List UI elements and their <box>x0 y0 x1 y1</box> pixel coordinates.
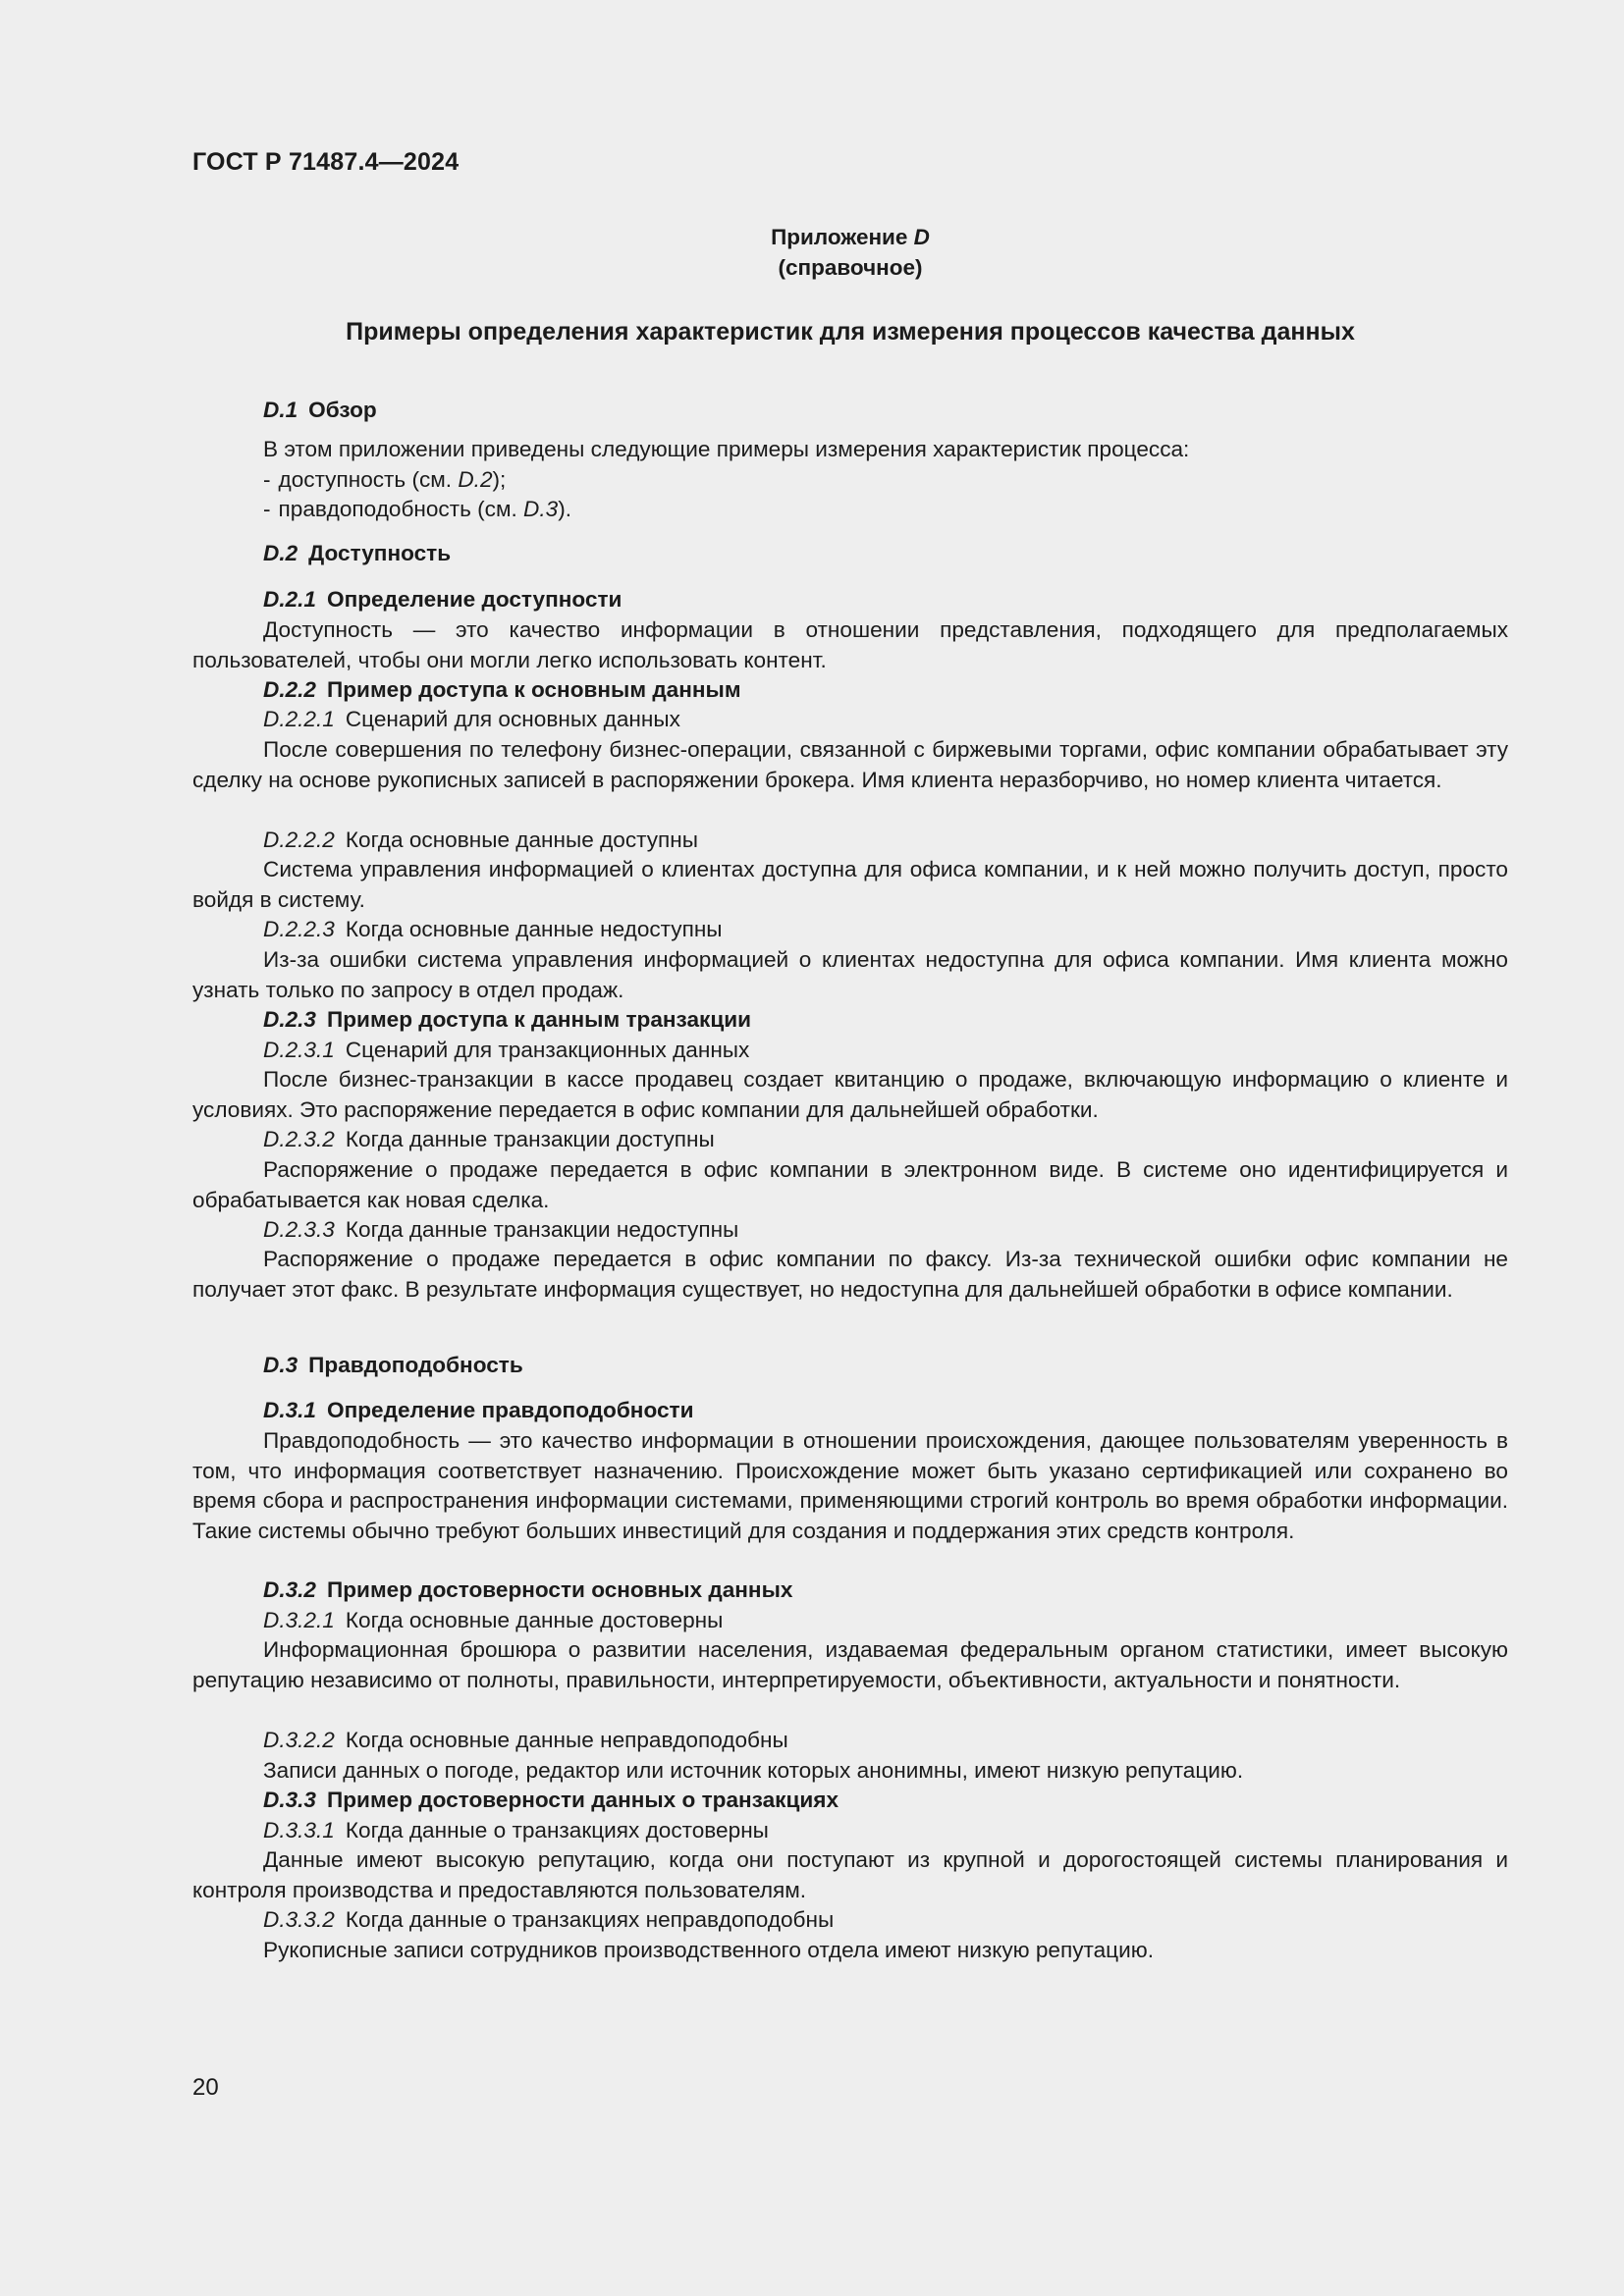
heading-title: Пример доступа к данным транзакции <box>327 1007 752 1032</box>
heading-d232 <box>263 1125 1508 1155</box>
heading-d1 <box>263 396 1508 426</box>
heading-number: D.3.3 <box>263 1788 317 1812</box>
heading-title: Когда данные о транзакциях достоверны <box>345 1818 769 1842</box>
heading-title: Обзор <box>308 398 377 422</box>
heading-title: Сценарий для транзакционных данных <box>345 1038 750 1062</box>
heading-d331 <box>263 1816 1508 1846</box>
heading-title: Правдоподобность <box>308 1353 523 1377</box>
heading-title: Когда основные данные достоверны <box>345 1608 724 1632</box>
heading-title: Определение доступности <box>327 587 623 612</box>
heading-number: D.2.3.3 <box>263 1217 335 1242</box>
list-text: ). <box>558 497 572 521</box>
heading-title: Когда данные транзакции недоступны <box>345 1217 739 1242</box>
paragraph-d223: Из-за ошибки система управления информацией о клиентах недоступна для офиса компании. Имя клиента можно узнать только по запросу в отдел продаж. <box>192 947 1508 1002</box>
paragraph-d221: После совершения по телефону бизнес-операции, связанной с биржевыми торгами, офис компании обрабатывает эту сделку на основе рукописных записей в распоряжении брокера. Имя клиента неразборчиво, но номер клиента читается. <box>192 737 1508 792</box>
heading-d22 <box>263 675 1508 706</box>
heading-number: D.2.2 <box>263 677 317 702</box>
appendix-label <box>192 225 1508 250</box>
list-text: доступность (см. <box>278 467 459 492</box>
heading-number: D.2.2.1 <box>263 707 335 731</box>
heading-title: Пример достоверности данных о транзакциях <box>327 1788 839 1812</box>
heading-title: Когда основные данные недоступны <box>345 917 723 941</box>
heading-number: D.1 <box>263 398 298 422</box>
paragraph-d231: После бизнес-транзакции в кассе продавец создает квитанцию о продаже, включающую информацию о клиенте и условиях. Это распоряжение передается в офис компании для дальнейшей обработки. <box>192 1067 1508 1122</box>
heading-d31 <box>263 1396 1508 1426</box>
heading-number: D.3.2.1 <box>263 1608 335 1632</box>
heading-number: D.3.3.2 <box>263 1907 335 1932</box>
heading-d33 <box>263 1786 1508 1816</box>
heading-number: D.2.3 <box>263 1007 317 1032</box>
heading-d221 <box>263 705 1508 735</box>
heading-title: Когда данные о транзакциях неправдоподобны <box>345 1907 835 1932</box>
list-dash: - <box>263 497 271 521</box>
cross-reference: D.3 <box>523 497 559 521</box>
paragraph-d331: Данные имеют высокую репутацию, когда они поступают из крупной и дорогостоящей системы планирования и контроля производства и предоставляются пользователям. <box>192 1847 1508 1902</box>
heading-number: D.2 <box>263 541 298 565</box>
heading-number: D.2.3.2 <box>263 1127 335 1151</box>
heading-d32 <box>263 1575 1508 1606</box>
paragraph-d21: Доступность — это качество информации в отношении представления, подходящего для предполагаемых пользователей, чтобы они могли легко использовать контент. <box>192 617 1508 672</box>
appendix-label-prefix: Приложение <box>771 225 908 249</box>
heading-d2 <box>263 539 1508 569</box>
heading-number: D.3 <box>263 1353 298 1377</box>
heading-d321 <box>263 1606 1508 1636</box>
heading-number: D.3.1 <box>263 1398 317 1422</box>
appendix-kind: (справочное) <box>778 255 923 280</box>
page-number: 20 <box>192 2074 219 2101</box>
heading-number: D.3.3.1 <box>263 1818 335 1842</box>
paragraph-d321: Информационная брошюра о развитии населения, издаваемая федеральным органом статистики, имеет высокую репутацию независимо от полноты, правильности, интерпретируемости, объективности, актуальности и понятности. <box>192 1637 1508 1692</box>
paragraph-d233: Распоряжение о продаже передается в офис компании по факсу. Из-за технической ошибки офис компании не получает этот факс. В результате информация существует, но недоступна для дальнейшей обработки в офисе компании. <box>192 1247 1508 1302</box>
heading-title: Пример доступа к основным данным <box>327 677 741 702</box>
heading-number: D.3.2 <box>263 1577 317 1602</box>
heading-title: Сценарий для основных данных <box>345 707 680 731</box>
paragraph-d332: Рукописные записи сотрудников производственного отдела имеют низкую репутацию. <box>263 1938 1154 1962</box>
d1-intro: В этом приложении приведены следующие примеры измерения характеристик процесса: <box>263 437 1190 461</box>
appendix-title: Примеры определения характеристик для измерения процессов качества данных <box>346 318 1355 346</box>
heading-title: Пример достоверности основных данных <box>327 1577 793 1602</box>
heading-number: D.2.3.1 <box>263 1038 335 1062</box>
heading-d233 <box>263 1215 1508 1246</box>
document-id-header: ГОСТ Р 71487.4—2024 <box>192 148 460 176</box>
heading-title: Определение правдоподобности <box>327 1398 694 1422</box>
heading-title: Когда данные транзакции доступны <box>345 1127 715 1151</box>
cross-reference: D.2 <box>458 467 493 492</box>
heading-title: Когда основные данные доступны <box>345 828 698 852</box>
heading-d21 <box>263 585 1508 615</box>
heading-title: Когда основные данные неправдоподобны <box>345 1728 788 1752</box>
list-item <box>263 465 1579 496</box>
heading-d3 <box>263 1351 1508 1381</box>
list-text: ); <box>492 467 507 492</box>
heading-d231 <box>263 1036 1508 1066</box>
heading-d222 <box>263 826 1508 856</box>
heading-number: D.2.1 <box>263 587 317 612</box>
paragraph-d232: Распоряжение о продаже передается в офис компании в электронном виде. В системе оно идентифицируется и обрабатывается как новая сделка. <box>192 1157 1508 1212</box>
heading-d332 <box>263 1905 1508 1936</box>
heading-number: D.2.2.3 <box>263 917 335 941</box>
heading-title: Доступность <box>308 541 452 565</box>
heading-d23 <box>263 1005 1508 1036</box>
heading-number: D.2.2.2 <box>263 828 335 852</box>
heading-number: D.3.2.2 <box>263 1728 335 1752</box>
paragraph-d222: Система управления информацией о клиентах доступна для офиса компании, и к ней можно получить доступ, просто войдя в систему. <box>192 857 1508 912</box>
appendix-letter: D <box>913 225 930 249</box>
list-text: правдоподобность (см. <box>278 497 524 521</box>
list-dash: - <box>263 467 271 492</box>
heading-d322 <box>263 1726 1508 1756</box>
paragraph-d31: Правдоподобность — это качество информации в отношении происхождения, дающее пользователям уверенность в том, что информация соответствует назначению. Происхождение может быть указано сертификацией или сохранено во время сбора и распространения информации системами, применяющими строгий контроль во время обработки информации. Такие системы обычно требуют больших инвестиций для создания и поддержания этих средств контроля. <box>192 1428 1508 1543</box>
heading-d223 <box>263 915 1508 945</box>
paragraph-d322: Записи данных о погоде, редактор или источник которых анонимны, имеют низкую репутацию. <box>263 1758 1244 1783</box>
list-item <box>263 495 1579 525</box>
